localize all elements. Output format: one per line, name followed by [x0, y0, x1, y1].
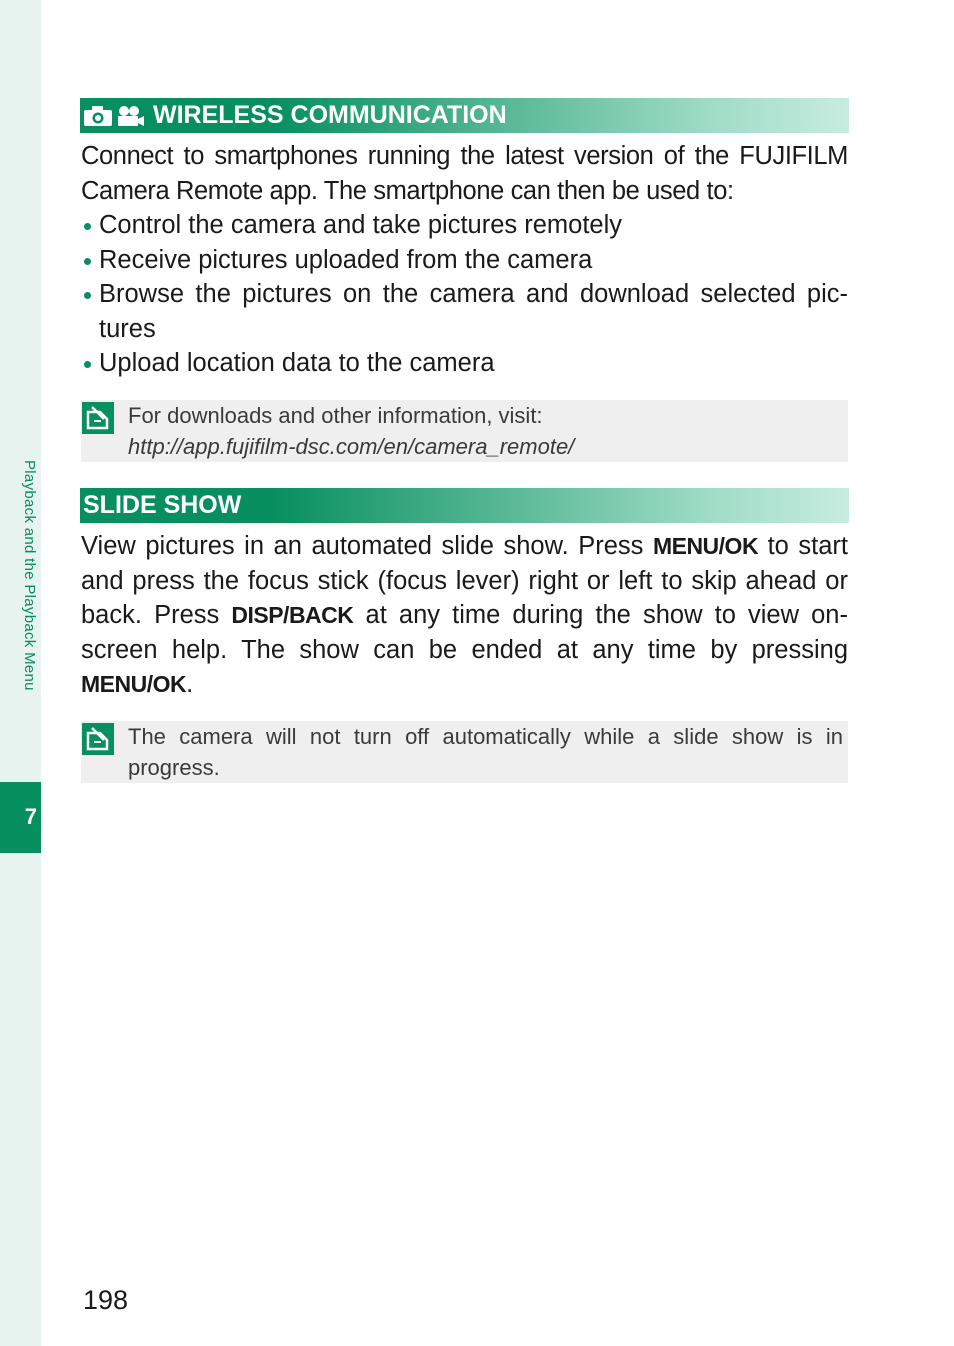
note-icon [82, 723, 114, 763]
wireless-heading [80, 98, 849, 133]
note-text: The camera will not turn off automatically while a slide show is in progress. [128, 724, 843, 780]
slideshow-text: at any time during the show to view on-screen help. The show can be ended at any time by pressing [81, 601, 848, 664]
page-number: 198 [83, 1285, 129, 1315]
heading-icons [83, 105, 145, 127]
sidebar [0, 0, 41, 1346]
list-item: Upload location data to the camera [81, 346, 848, 381]
list-item: Browse the pictures on the camera and download selected pic-tures [81, 277, 848, 346]
disp-back-key: DISP/BACK [231, 602, 354, 629]
list-item: Control the camera and take pictures remotely [81, 208, 848, 243]
slideshow-text: View pictures in an automated slide show. Press [81, 532, 653, 560]
still-camera-icon [83, 105, 113, 127]
menu-ok-key: MENU/OK [81, 671, 187, 698]
camera-remote-link[interactable]: http://app.fujifilm-dsc.com/en/camera_remote/ [128, 434, 575, 459]
slideshow-heading-title: SLIDE SHOW [83, 491, 242, 519]
menu-ok-key: MENU/OK [652, 533, 759, 559]
list-item: Receive pictures uploaded from the camera [81, 243, 848, 278]
section-label: Playback and the Playback Menu [21, 460, 38, 691]
chapter-number: 7 [24, 804, 37, 829]
wireless-intro: Connect to smartphones running the latest version of the FUJIFILM Camera Remote app. The smartphone can then be used to: [81, 142, 848, 205]
chapter-tab [0, 782, 41, 853]
slideshow-note [81, 721, 848, 783]
slideshow-description [81, 529, 848, 702]
wireless-bullet-list [81, 208, 848, 381]
slideshow-text: to start and press the focus stick (focus lever) right or left to skip ahead or back. Press [81, 532, 848, 630]
note-icon [82, 402, 114, 442]
slideshow-text: . [186, 670, 194, 699]
movie-camera-icon [117, 105, 145, 127]
wireless-note [81, 400, 848, 462]
wireless-heading-title: WIRELESS COMMUNICATION [153, 101, 507, 129]
slideshow-heading [80, 488, 849, 523]
note-text: For downloads and other information, visit: [128, 403, 543, 428]
